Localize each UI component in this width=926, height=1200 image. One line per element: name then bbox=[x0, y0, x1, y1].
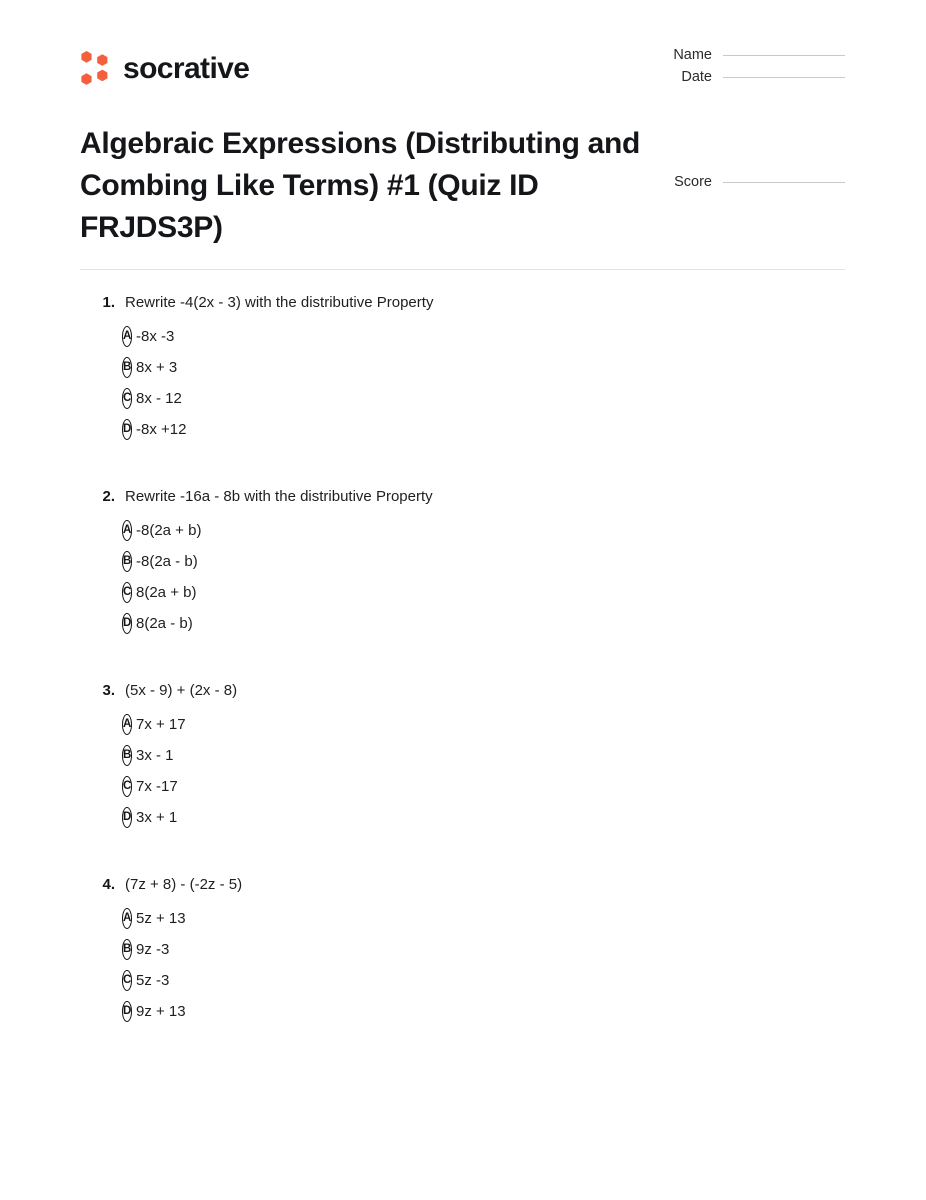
choice-bullet-wrap bbox=[80, 613, 132, 634]
question-number: 1. bbox=[102, 294, 115, 311]
choice-bullet-wrap bbox=[80, 970, 132, 991]
date-field-line[interactable] bbox=[723, 77, 845, 78]
choice-text: -8(2a - b) bbox=[136, 552, 198, 570]
choice-letter-circle-icon[interactable]: C bbox=[122, 776, 132, 797]
page-title: Algebraic Expressions (Distributing and Combing Like Terms) #1 (Quiz ID FRJDS3P) bbox=[80, 127, 641, 244]
name-field-label: Name bbox=[673, 47, 712, 63]
choice-bullet-wrap bbox=[80, 551, 132, 572]
choice-option[interactable] bbox=[80, 515, 845, 546]
socrative-hexagon-logo-icon bbox=[80, 50, 110, 88]
choice-text: 5z -3 bbox=[136, 971, 170, 989]
choice-option[interactable] bbox=[80, 771, 845, 802]
choice-bullet-wrap bbox=[80, 714, 132, 735]
question-item bbox=[80, 292, 845, 445]
question-number: 3. bbox=[102, 682, 115, 699]
choice-bullet-wrap bbox=[80, 582, 132, 603]
choice-text: 8x + 3 bbox=[136, 358, 178, 376]
choice-text: 7x + 17 bbox=[136, 715, 186, 733]
score-field-row bbox=[674, 174, 845, 190]
choice-option[interactable] bbox=[80, 709, 845, 740]
question-heading bbox=[80, 292, 845, 314]
choice-bullet-wrap bbox=[80, 419, 132, 440]
choice-text: 3x + 1 bbox=[136, 808, 178, 826]
question-item bbox=[80, 486, 845, 639]
choice-bullet-wrap bbox=[80, 745, 132, 766]
choice-text: 8(2a + b) bbox=[136, 583, 197, 601]
date-field-row bbox=[665, 66, 845, 88]
choice-option[interactable] bbox=[80, 414, 845, 445]
choice-option[interactable] bbox=[80, 965, 845, 996]
choice-option[interactable] bbox=[80, 903, 845, 934]
name-field-line[interactable] bbox=[723, 55, 845, 56]
header-divider bbox=[80, 269, 845, 270]
choice-option[interactable] bbox=[80, 577, 845, 608]
choice-bullet-wrap bbox=[80, 908, 132, 929]
choice-option[interactable] bbox=[80, 321, 845, 352]
choice-letter-circle-icon[interactable]: A bbox=[122, 326, 132, 347]
choice-option[interactable] bbox=[80, 352, 845, 383]
choice-letter-circle-icon[interactable]: A bbox=[122, 908, 132, 929]
question-text: Rewrite -4(2x - 3) with the distributive Property bbox=[125, 294, 434, 311]
choice-letter-circle-icon[interactable]: D bbox=[122, 807, 132, 828]
question-number: 4. bbox=[102, 876, 115, 893]
choice-list bbox=[80, 515, 845, 639]
choice-bullet-wrap bbox=[80, 939, 132, 960]
choice-bullet-wrap bbox=[80, 326, 132, 347]
choice-option[interactable] bbox=[80, 383, 845, 414]
name-field-row bbox=[665, 44, 845, 66]
brand-logo bbox=[80, 50, 249, 88]
question-text: Rewrite -16a - 8b with the distributive Property bbox=[125, 488, 433, 505]
choice-option[interactable] bbox=[80, 934, 845, 965]
date-field-label: Date bbox=[681, 69, 712, 85]
choice-letter-circle-icon[interactable]: C bbox=[122, 970, 132, 991]
choice-letter-circle-icon[interactable]: C bbox=[122, 582, 132, 603]
question-item bbox=[80, 874, 845, 1027]
choice-text: 9z + 13 bbox=[136, 1002, 186, 1020]
choice-letter-circle-icon[interactable]: A bbox=[122, 520, 132, 541]
choice-bullet-wrap bbox=[80, 776, 132, 797]
choice-letter-circle-icon[interactable]: A bbox=[122, 714, 132, 735]
choice-bullet-wrap bbox=[80, 807, 132, 828]
choice-text: 9z -3 bbox=[136, 940, 170, 958]
question-text: (5x - 9) + (2x - 8) bbox=[125, 682, 238, 699]
question-number: 2. bbox=[102, 488, 115, 505]
choice-letter-circle-icon[interactable]: B bbox=[122, 745, 132, 766]
choice-letter-circle-icon[interactable]: B bbox=[122, 357, 132, 378]
choice-letter-circle-icon[interactable]: B bbox=[122, 551, 132, 572]
student-meta-fields bbox=[665, 44, 845, 88]
score-field-line[interactable] bbox=[723, 182, 845, 183]
question-heading bbox=[80, 486, 845, 508]
choice-text: -8x +12 bbox=[136, 420, 187, 438]
choice-text: 8x - 12 bbox=[136, 389, 182, 407]
choice-option[interactable] bbox=[80, 740, 845, 771]
choice-option[interactable] bbox=[80, 996, 845, 1027]
choice-letter-circle-icon[interactable]: C bbox=[122, 388, 132, 409]
page-header bbox=[80, 44, 845, 104]
choice-list bbox=[80, 709, 845, 833]
question-text: (7z + 8) - (-2z - 5) bbox=[125, 876, 243, 893]
choice-bullet-wrap bbox=[80, 357, 132, 378]
choice-bullet-wrap bbox=[80, 520, 132, 541]
choice-text: 5z + 13 bbox=[136, 909, 186, 927]
choice-letter-circle-icon[interactable]: D bbox=[122, 613, 132, 634]
choice-letter-circle-icon[interactable]: D bbox=[122, 1001, 132, 1022]
choice-text: -8x -3 bbox=[136, 327, 175, 345]
choice-option[interactable] bbox=[80, 546, 845, 577]
choice-list bbox=[80, 903, 845, 1027]
choice-bullet-wrap bbox=[80, 388, 132, 409]
brand-wordmark: socrative bbox=[123, 52, 250, 85]
choice-text: 8(2a - b) bbox=[136, 614, 193, 632]
choice-letter-circle-icon[interactable]: B bbox=[122, 939, 132, 960]
choice-option[interactable] bbox=[80, 802, 845, 833]
score-field-label: Score bbox=[674, 174, 712, 190]
question-heading bbox=[80, 874, 845, 896]
title-block bbox=[80, 123, 645, 249]
question-heading bbox=[80, 680, 845, 702]
choice-list bbox=[80, 321, 845, 445]
choice-text: 7x -17 bbox=[136, 777, 178, 795]
questions-list bbox=[80, 292, 845, 1027]
choice-text: 3x - 1 bbox=[136, 746, 174, 764]
question-item bbox=[80, 680, 845, 833]
choice-option[interactable] bbox=[80, 608, 845, 639]
choice-bullet-wrap bbox=[80, 1001, 132, 1022]
choice-letter-circle-icon[interactable]: D bbox=[122, 419, 132, 440]
choice-text: -8(2a + b) bbox=[136, 521, 202, 539]
